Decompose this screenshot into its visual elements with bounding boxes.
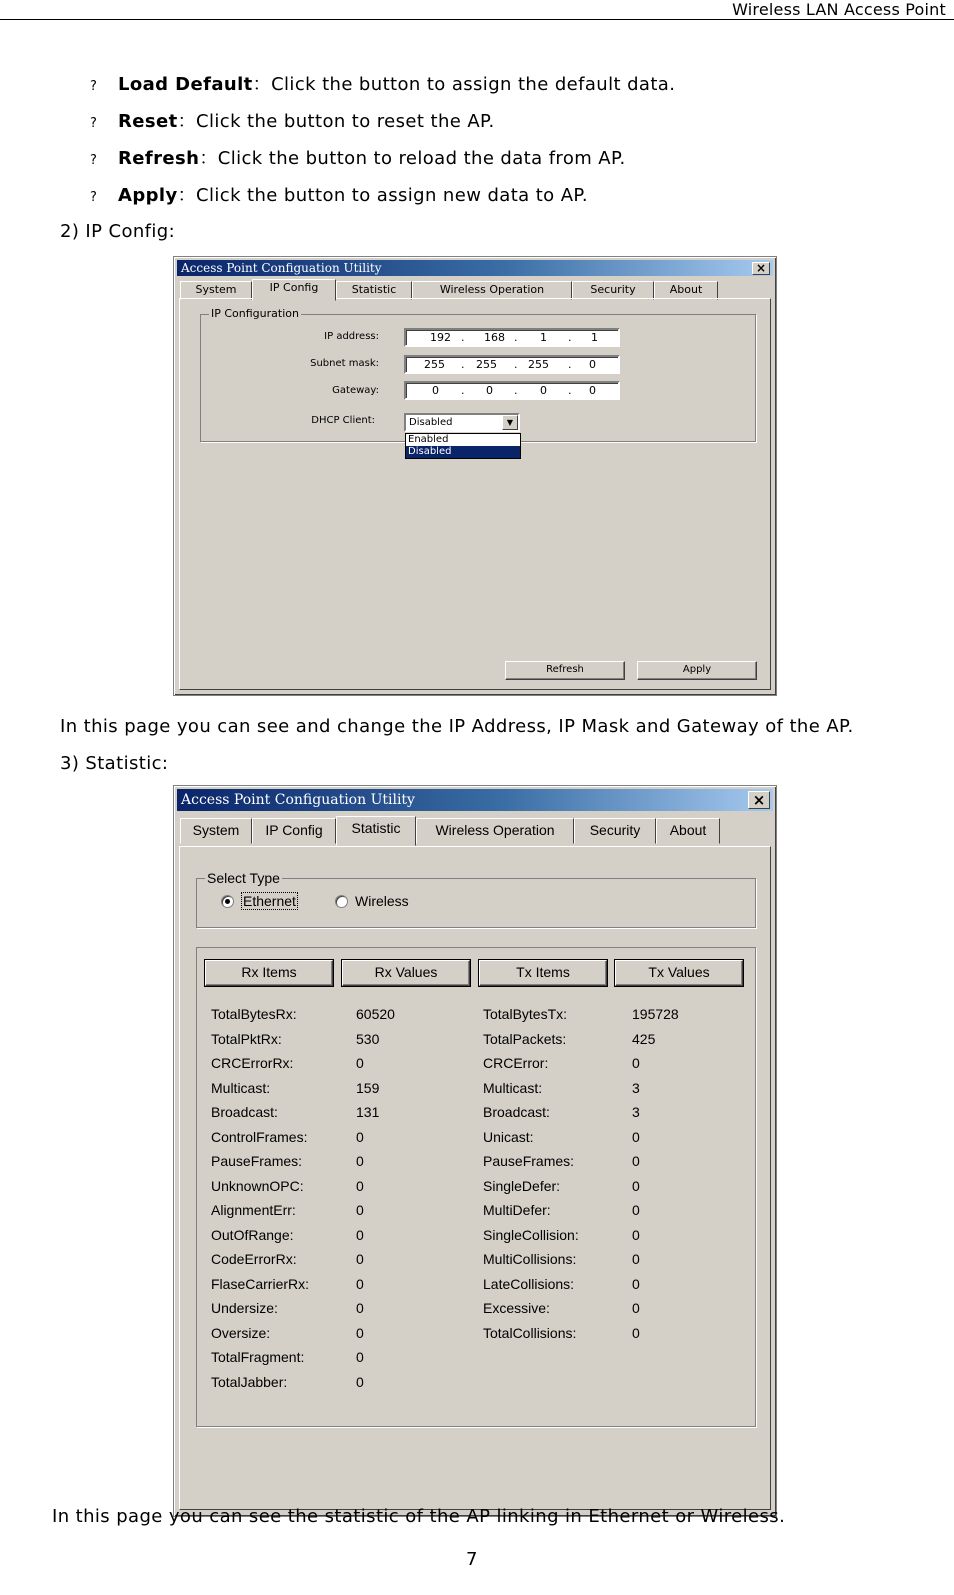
- tab-panel: [179, 846, 771, 1510]
- ip-config-window: [173, 256, 777, 696]
- tx-value: 0: [632, 1275, 640, 1292]
- rx-items-button[interactable]: Rx Items: [205, 960, 333, 986]
- subnet-mask-input[interactable]: 255 . 255 . 255 . 0: [404, 355, 620, 374]
- bullet-load-default: ? Load Default：Click the button to assign the default data.: [90, 74, 676, 95]
- tx-name: MultiDefer:: [483, 1202, 551, 1218]
- tx-name: TotalPackets:: [483, 1030, 567, 1047]
- subnet-mask-label: Subnet mask:: [310, 358, 379, 369]
- tx-value: 0: [632, 1177, 640, 1194]
- rx-name: ControlFrames:: [211, 1128, 308, 1145]
- tx-name: Multicast:: [483, 1079, 543, 1096]
- gateway-input[interactable]: 0 . 0 . 0 . 0: [404, 381, 620, 400]
- radio-ethernet[interactable]: Ethernet: [221, 893, 298, 909]
- window-titlebar[interactable]: [177, 260, 773, 276]
- section-3-heading: 3) Statistic:: [60, 753, 169, 774]
- rx-value: 0: [356, 1349, 364, 1365]
- ip-address-input[interactable]: 192 . 168 . 1 . 1: [404, 328, 620, 347]
- section-3-caption: In this page you can see the statistic of the AP linking in Ethernet or Wireless.: [52, 1506, 786, 1527]
- window-title: Access Point Configuation Utility: [181, 261, 382, 275]
- tab-ip-config[interactable]: IP Config: [252, 818, 336, 844]
- tx-values-button[interactable]: Tx Values: [615, 960, 743, 986]
- tx-value: 3: [632, 1104, 640, 1120]
- apply-button[interactable]: Apply: [637, 661, 757, 680]
- rx-name: Multicast:: [211, 1079, 271, 1096]
- bullet-reset: ? Reset：Click the button to reset the AP.: [90, 111, 495, 132]
- tx-value: 0: [632, 1128, 640, 1145]
- rx-name: PauseFrames:: [211, 1153, 303, 1169]
- rx-name: Undersize:: [211, 1300, 278, 1316]
- ip-configuration-group: [200, 307, 756, 442]
- rx-name: TotalFragment:: [211, 1349, 305, 1365]
- tx-items-button[interactable]: Tx Items: [479, 960, 607, 986]
- tab-system[interactable]: System: [180, 818, 252, 844]
- window-title: Access Point Configuation Utility: [181, 792, 415, 808]
- header-title: Wireless LAN Access Point: [732, 0, 946, 19]
- statistic-window: [173, 785, 777, 1517]
- bullet-apply: ? Apply：Click the button to assign new data to AP.: [90, 185, 588, 206]
- tx-name: MultiCollisions:: [483, 1251, 577, 1267]
- rx-name: TotalJabber:: [211, 1373, 288, 1390]
- tx-value: 3: [632, 1079, 640, 1096]
- dhcp-option-disabled[interactable]: Disabled: [406, 446, 520, 458]
- tx-value: 0: [632, 1055, 640, 1071]
- tx-value: 0: [632, 1153, 640, 1169]
- tab-about[interactable]: About: [656, 818, 720, 844]
- ip-address-label: IP address:: [324, 331, 379, 342]
- tx-name: Unicast:: [483, 1128, 534, 1145]
- rx-name: TotalBytesRx:: [211, 1006, 297, 1022]
- gateway-label: Gateway:: [332, 385, 379, 396]
- tx-name: Broadcast:: [483, 1104, 550, 1120]
- rx-name: CRCErrorRx:: [211, 1055, 294, 1071]
- rx-name: CodeErrorRx:: [211, 1251, 297, 1267]
- rx-name: AlignmentErr:: [211, 1202, 296, 1218]
- tab-wireless-operation[interactable]: Wireless Operation: [416, 818, 574, 844]
- rx-value: 0: [356, 1251, 364, 1267]
- window-titlebar[interactable]: [177, 789, 773, 811]
- tab-wireless-operation[interactable]: Wireless Operation: [412, 281, 572, 300]
- rx-name: UnknownOPC:: [211, 1177, 304, 1194]
- tab-panel: [179, 298, 771, 690]
- tab-security[interactable]: Security: [572, 281, 654, 300]
- tx-name: LateCollisions:: [483, 1275, 575, 1292]
- tx-value: 0: [632, 1202, 640, 1218]
- tab-security[interactable]: Security: [574, 818, 656, 844]
- tx-name: SingleCollision:: [483, 1226, 579, 1243]
- tx-value: 0: [632, 1324, 640, 1341]
- radio-wireless[interactable]: Wireless: [335, 893, 409, 909]
- tab-about[interactable]: About: [654, 281, 718, 300]
- rx-value: 0: [356, 1177, 364, 1194]
- rx-value: 0: [356, 1153, 364, 1169]
- rx-name: TotalPktRx:: [211, 1030, 282, 1047]
- rx-name: OutOfRange:: [211, 1226, 294, 1243]
- rx-value: 0: [356, 1055, 364, 1071]
- tx-name: PauseFrames:: [483, 1153, 575, 1169]
- tab-statistic[interactable]: Statistic: [336, 281, 412, 300]
- tx-name: SingleDefer:: [483, 1177, 561, 1194]
- rx-value: 60520: [356, 1006, 395, 1022]
- tx-name: Excessive:: [483, 1300, 550, 1316]
- rx-value: 0: [356, 1202, 364, 1218]
- tx-name: TotalCollisions:: [483, 1324, 577, 1341]
- tx-name: CRCError:: [483, 1055, 549, 1071]
- dhcp-client-dropdown: [405, 433, 521, 459]
- rx-value: 0: [356, 1128, 364, 1145]
- tab-system[interactable]: System: [180, 281, 252, 300]
- tx-value: 195728: [632, 1006, 679, 1022]
- group-label: IP Configuration: [211, 307, 299, 320]
- tab-ip-config[interactable]: IP Config: [252, 279, 336, 301]
- rx-value: 0: [356, 1226, 364, 1243]
- tx-value: 0: [632, 1300, 640, 1316]
- dhcp-option-enabled[interactable]: Enabled: [408, 434, 449, 445]
- tx-name: TotalBytesTx:: [483, 1006, 568, 1022]
- rx-value: 0: [356, 1373, 364, 1390]
- close-icon[interactable]: ×: [748, 791, 770, 809]
- refresh-button[interactable]: Refresh: [505, 661, 625, 680]
- page-number: 7: [466, 1549, 478, 1570]
- select-type-group: [196, 870, 756, 928]
- group-label: Select Type: [207, 870, 280, 886]
- page-header: [0, 0, 954, 20]
- tab-statistic[interactable]: Statistic: [336, 816, 416, 846]
- rx-value: 0: [356, 1300, 364, 1316]
- bullet-refresh: ? Refresh：Click the button to reload the data from AP.: [90, 148, 626, 169]
- close-icon[interactable]: ×: [752, 262, 770, 275]
- radio-unchecked-icon: [335, 895, 348, 908]
- dhcp-client-select[interactable]: [404, 413, 520, 432]
- radio-checked-icon: [221, 895, 234, 908]
- rx-name: Oversize:: [211, 1324, 271, 1341]
- dhcp-client-label: DHCP Client:: [311, 415, 375, 426]
- section-2-heading: 2) IP Config:: [60, 221, 176, 242]
- dhcp-client-value: Disabled: [409, 417, 453, 428]
- rx-value: 159: [356, 1079, 380, 1096]
- rx-value: 0: [356, 1275, 364, 1292]
- rx-value: 0: [356, 1324, 364, 1341]
- rx-name: FlaseCarrierRx:: [211, 1275, 310, 1292]
- chevron-down-icon[interactable]: ▼: [502, 415, 518, 430]
- statistics-group: [196, 947, 756, 1427]
- tx-value: 0: [632, 1226, 640, 1243]
- tx-value: 0: [632, 1251, 640, 1267]
- rx-values-button[interactable]: Rx Values: [342, 960, 470, 986]
- rx-name: Broadcast:: [211, 1104, 278, 1120]
- rx-value: 131: [356, 1104, 380, 1120]
- tx-value: 425: [632, 1030, 656, 1047]
- rx-value: 530: [356, 1030, 380, 1047]
- section-2-caption: In this page you can see and change the IP Address, IP Mask and Gateway of the AP.: [60, 716, 854, 737]
